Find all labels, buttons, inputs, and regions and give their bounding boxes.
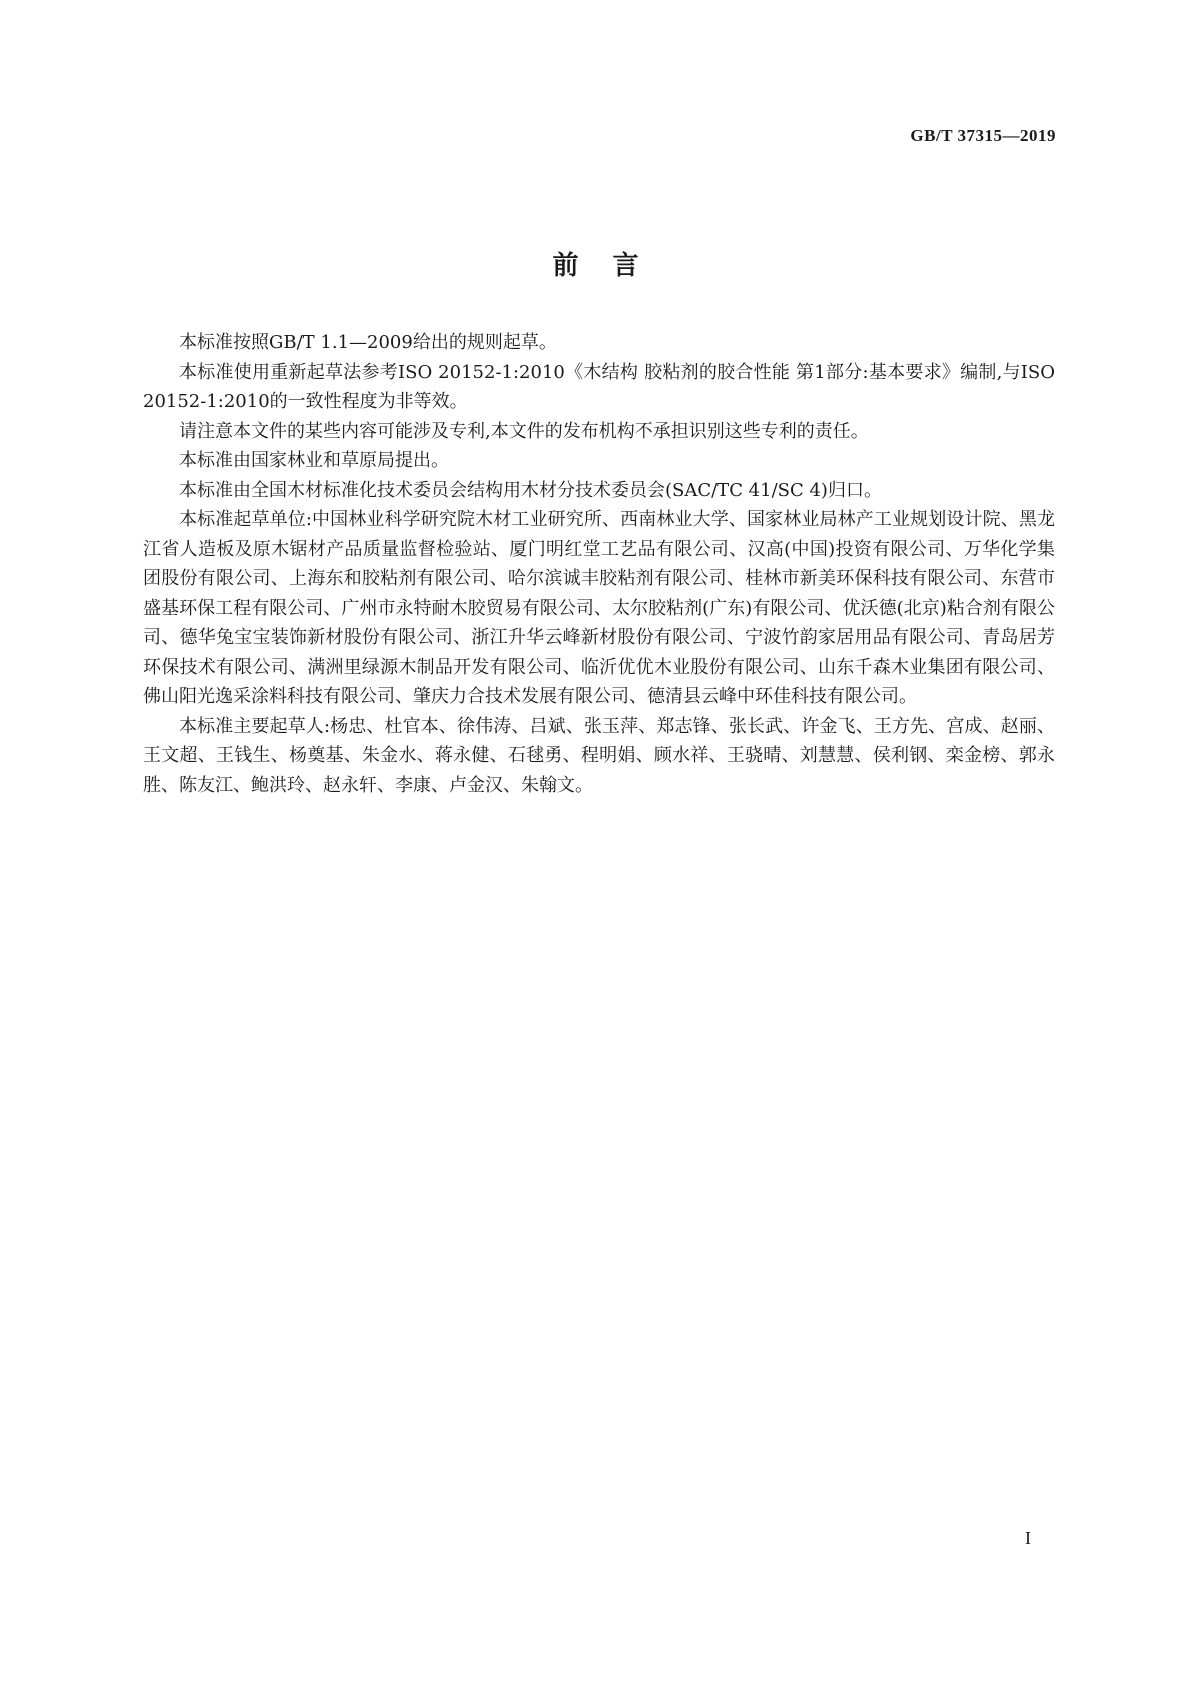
paragraph-reference-standard: 本标准使用重新起草法参考ISO 20152-1:2010《木结构 胶粘剂的胶合性能 第1部分:基本要求》编制,与ISO 20152-1:2010的一致性程度为非等效。 [143,361,1055,412]
page-title: 前言 [552,251,673,282]
paragraph-drafting-rules: 本标准按照GB/T 1.1—2009给出的规则起草。 [179,332,557,353]
paragraph-patent-notice: 请注意本文件的某些内容可能涉及专利,本文件的发布机构不承担识别这些专利的责任。 [179,420,869,442]
paragraph-proposed-by: 本标准由国家林业和草原局提出。 [179,450,449,471]
paragraph-drafting-units: 本标准起草单位:中国林业科学研究院木材工业研究所、西南林业大学、国家林业局林产工业规划设计院、黑龙江省人造板及原木锯材产品质量监督检验站、厦门明红堂工艺品有限公司、汉高(中国)投资有限公司、万华化学集团股份有限公司、上海东和胶粘剂有限公司、哈尔滨诚丰胶粘剂有限公司、桂林市新美环保科技有限公司、东营市盛基环保工程有限公司、广州市永特耐木胶贸易有限公司、太尔胶粘剂(广东)有限公司、优沃德(北京)粘合剂有限公司、德华兔宝宝装饰新材股份有限公司、浙江升华云峰新材股份有限公司、宁波竹韵家居用品有限公司、青岛居芳环保技术有限公司、满洲里绿源木制品开发有限公司、临沂优优木业股份有限公司、山东千森木业集团有限公司、佛山阳光逸采涂料科技有限公司、肇庆力合技术发展有限公司、德清县云峰中环佳科技有限公司。 [143,509,1055,707]
paragraph-under-jurisdiction: 本标准由全国木材标准化技术委员会结构用木材分技术委员会(SAC/TC 41/SC 4)归口。 [179,479,882,501]
paragraph-drafters: 本标准主要起草人:杨忠、杜官本、徐伟涛、吕斌、张玉萍、郑志锋、张长武、许金飞、王方先、宫成、赵丽、王文超、王钱生、杨奠基、朱金水、蒋永健、石毬勇、程明娟、顾水祥、王骁晴、刘慧慧、侯利钢、栾金榜、郭永胜、陈友江、鲍洪玲、赵永轩、李康、卢金汉、朱翰文。 [143,715,1055,796]
foreword-body [143,328,1055,800]
standard-code: GB/T 37315—2019 [910,126,1056,145]
page-number: I [1025,1528,1031,1548]
